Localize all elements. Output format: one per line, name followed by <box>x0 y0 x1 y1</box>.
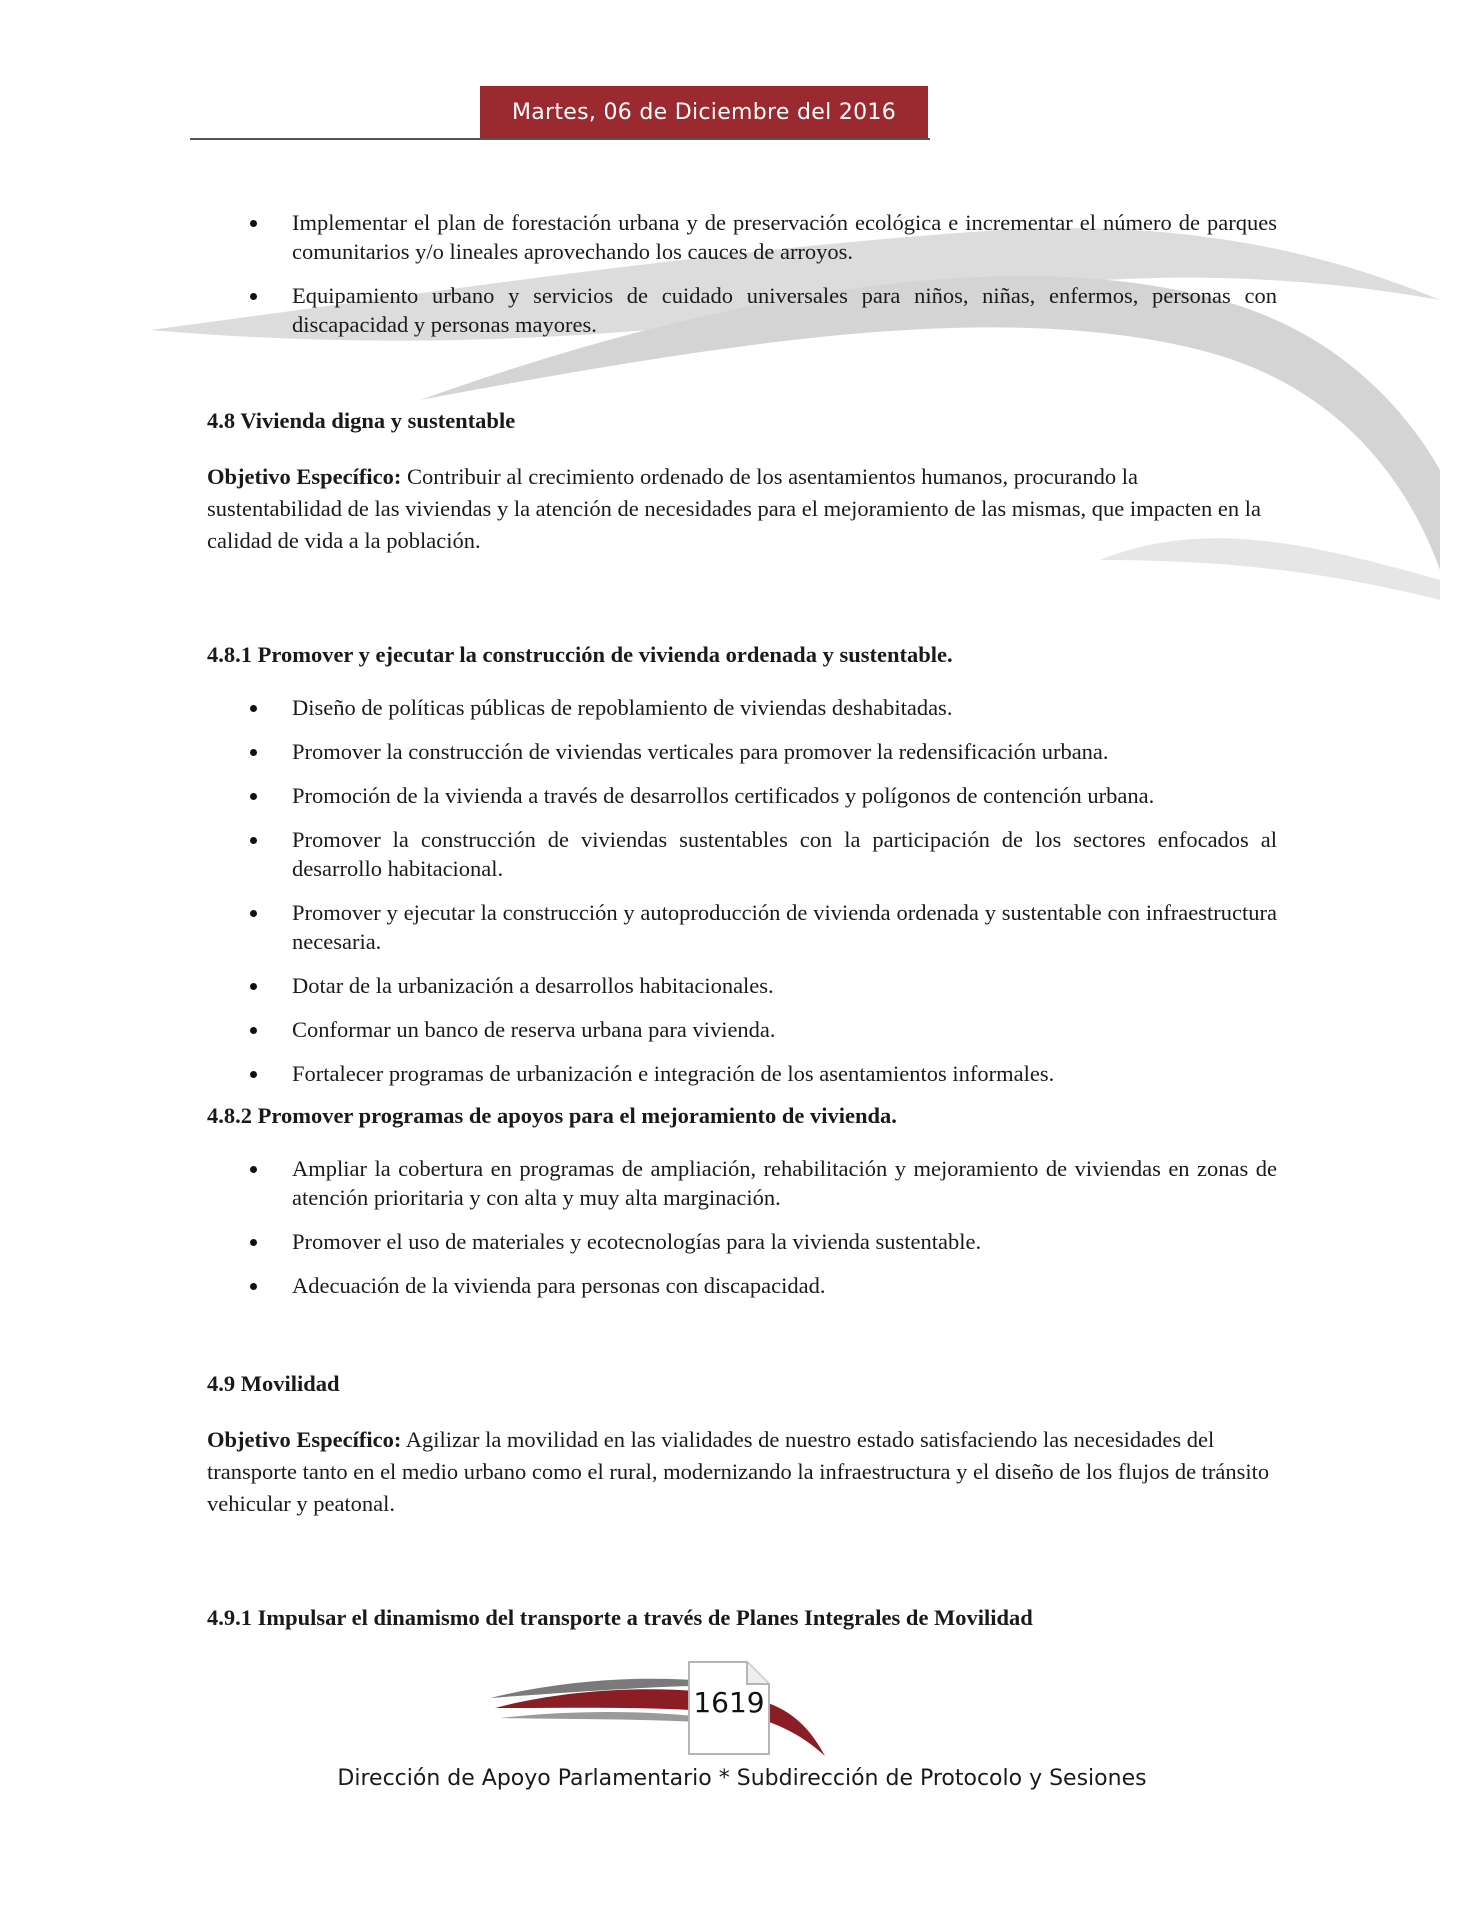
footer-text: Dirección de Apoyo Parlamentario * Subdirección de Protocolo y Sesiones <box>337 1766 1147 1791</box>
section-heading-4-8-1: 4.8.1 Promover y ejecutar la construcción de vivienda ordenada y sustentable. <box>207 642 953 667</box>
bullet-list-4-8-2 <box>207 1154 1277 1315</box>
list-item: Promover y ejecutar la construcción y autoproducción de vivienda ordenada y sustentable con infraestructura necesaria. <box>207 898 1277 956</box>
objective-label: Objetivo Específico: <box>207 464 402 489</box>
header-date-banner: Martes, 06 de Diciembre del 2016 <box>480 86 928 139</box>
list-item: Implementar el plan de forestación urbana y de preservación ecológica e incrementar el número de parques comunitarios y/o lineales aprovechando los cauces de arroyos. <box>207 208 1277 266</box>
objective-paragraph-4-9 <box>207 1424 1277 1520</box>
header-rule <box>190 138 930 140</box>
bullet-icon <box>250 749 257 756</box>
objective-text: Contribuir al crecimiento ordenado de los asentamientos humanos, procurando la sustentabilidad de las viviendas y la atención de necesidades para el mejoramiento de las mismas, que impacten en la calidad de vida a la población. <box>207 464 1262 553</box>
objective-text: Agilizar la movilidad en las vialidades de nuestro estado satisfaciendo las necesidades del transporte tanto en el medio urbano como el rural, modernizando la infraestructura y el diseño de los flujos de tránsito vehicular y peatonal. <box>207 1427 1270 1516</box>
list-item: Equipamiento urbano y servicios de cuidado universales para niños, niñas, enfermos, personas con discapacidad y personas mayores. <box>207 281 1277 339</box>
list-item: Adecuación de la vivienda para personas con discapacidad. <box>207 1271 1277 1300</box>
list-item: Dotar de la urbanización a desarrollos habitacionales. <box>207 971 1277 1000</box>
list-item: Promover la construcción de viviendas sustentables con la participación de los sectores enfocados al desarrollo habitacional. <box>207 825 1277 883</box>
section-heading-4-9-1: 4.9.1 Impulsar el dinamismo del transporte a través de Planes Integrales de Movilidad <box>207 1605 1033 1630</box>
list-item: Diseño de políticas públicas de repoblamiento de viviendas deshabitadas. <box>207 693 1277 722</box>
bullet-icon <box>250 1027 257 1034</box>
list-item: Promover el uso de materiales y ecotecnologías para la vivienda sustentable. <box>207 1227 1277 1256</box>
bullet-icon <box>250 793 257 800</box>
objective-paragraph-4-8 <box>207 461 1277 557</box>
bullet-list-4-8-1 <box>207 693 1277 1103</box>
bullet-icon <box>250 837 257 844</box>
page-number: 1619 <box>693 1686 765 1719</box>
bullet-icon <box>250 1239 257 1246</box>
top-bullet-list <box>207 208 1277 354</box>
bullet-icon <box>250 1283 257 1290</box>
objective-label: Objetivo Específico: <box>207 1427 402 1452</box>
bullet-icon <box>250 705 257 712</box>
footer-swoosh <box>490 1668 830 1758</box>
list-item: Fortalecer programas de urbanización e integración de los asentamientos informales. <box>207 1059 1277 1088</box>
section-heading-4-8: 4.8 Vivienda digna y sustentable <box>207 408 516 433</box>
list-item: Ampliar la cobertura en programas de ampliación, rehabilitación y mejoramiento de viviendas en zonas de atención prioritaria y con alta y muy alta marginación. <box>207 1154 1277 1212</box>
bullet-icon <box>250 910 257 917</box>
bullet-icon <box>250 1071 257 1078</box>
bullet-icon <box>250 293 257 300</box>
list-item: Conformar un banco de reserva urbana para vivienda. <box>207 1015 1277 1044</box>
list-item: Promoción de la vivienda a través de desarrollos certificados y polígonos de contención urbana. <box>207 781 1277 810</box>
bullet-icon <box>250 220 257 227</box>
bullet-icon <box>250 1166 257 1173</box>
bullet-icon <box>250 983 257 990</box>
section-heading-4-8-2: 4.8.2 Promover programas de apoyos para el mejoramiento de vivienda. <box>207 1103 897 1128</box>
list-item: Promover la construcción de viviendas verticales para promover la redensificación urbana. <box>207 737 1277 766</box>
section-heading-4-9: 4.9 Movilidad <box>207 1371 340 1396</box>
